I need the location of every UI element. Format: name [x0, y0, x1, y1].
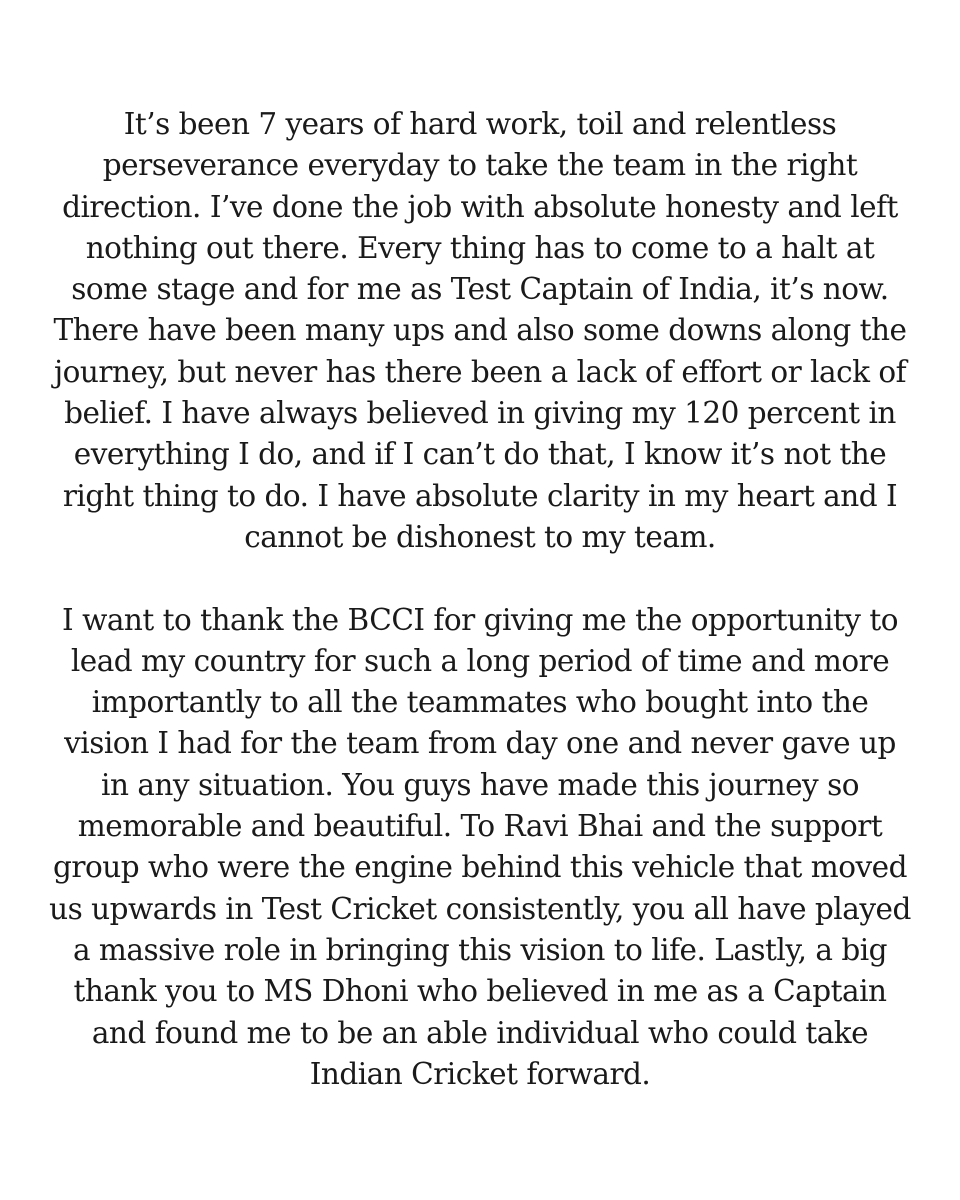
paragraph-1: It’s been 7 years of hard work, toil and relentless perseverance everyday to take the team in the right direction. I’ve done the job with absolute honesty and left nothing out there. Every thing has to come to a halt at some stage and for me as Test Captain of India, it’s now. There have been many ups and also some downs along the journey, but never has there been a lack of effort or lack of belief. I have always believed in giving my 120 percent in everything I do, and if I can’t do that, I know it’s not the right thing to do. I have absolute clarity in my heart and I cannot be dishonest to my team. [53, 107, 907, 554]
statement-text [0, 104, 960, 1095]
paragraph-2: I want to thank the BCCI for giving me the opportunity to lead my country for such a long period of time and more importantly to all the teammates who bought into the vision I had for the team from day one and never gave up in any situation. You guys have made this journey so memorable and beautiful. To Ravi Bhai and the support group who were the engine behind this vehicle that moved us upwards in Test Cricket consistently, you all have played a massive role in bringing this vision to life. Lastly, a big thank you to MS Dhoni who believed in me as a Captain and found me to be an able individual who could take Indian Cricket forward. [49, 602, 911, 1091]
